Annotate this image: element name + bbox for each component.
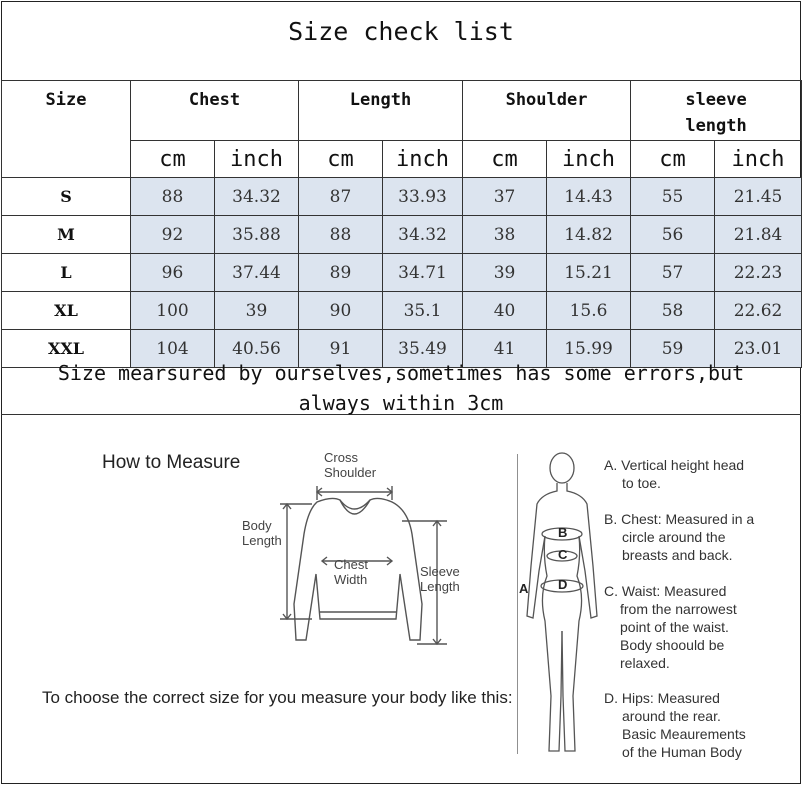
label-line: Chest (334, 557, 368, 572)
label-line: Length (242, 533, 282, 548)
value-cell: 91 (299, 330, 383, 368)
human-body-figure (517, 446, 607, 786)
table-row (2, 216, 802, 254)
step-c (604, 582, 737, 672)
value-cell: 33.93 (383, 178, 463, 216)
size-label-cell: XL (2, 292, 131, 330)
step-d (604, 689, 746, 761)
how-to-measure-guide (2, 416, 800, 784)
step-line: C. Waist: Measured (604, 583, 727, 599)
value-cell: 21.84 (715, 216, 802, 254)
step-line: relaxed. (620, 655, 670, 671)
value-cell: 88 (131, 178, 215, 216)
value-cell: 22.23 (715, 254, 802, 292)
step-line: breasts and back. (622, 547, 733, 563)
value-cell: 35.1 (383, 292, 463, 330)
value-cell: 35.88 (215, 216, 299, 254)
value-cell: 15.21 (547, 254, 631, 292)
value-cell: 40 (463, 292, 547, 330)
value-cell: 21.45 (715, 178, 802, 216)
step-line: from the narrowest (620, 601, 737, 617)
value-cell: 39 (215, 292, 299, 330)
step-line: D. Hips: Measured (604, 690, 720, 706)
value-cell: 37.44 (215, 254, 299, 292)
unit-cell: inch (715, 141, 802, 178)
value-cell: 87 (299, 178, 383, 216)
sleeve-length-label (420, 564, 460, 594)
value-cell: 90 (299, 292, 383, 330)
step-line: circle around the (622, 529, 726, 545)
table-row (2, 292, 802, 330)
header-shoulder: Shoulder (463, 81, 631, 141)
value-cell: 38 (463, 216, 547, 254)
step-line: Basic Meaurements (622, 726, 746, 742)
unit-cell: cm (131, 141, 215, 178)
step-a (604, 456, 744, 492)
value-cell: 37 (463, 178, 547, 216)
cross-shoulder-label (324, 450, 376, 480)
value-cell: 14.43 (547, 178, 631, 216)
header-size: Size (2, 81, 131, 178)
body-length-label (242, 518, 282, 548)
measurement-note (1, 358, 801, 415)
step-line: Body shoould be (620, 637, 725, 653)
step-b (604, 510, 754, 564)
marker-d: D (558, 577, 568, 592)
value-cell: 55 (631, 178, 715, 216)
size-label-cell: XXL (2, 330, 131, 368)
value-cell: 15.6 (547, 292, 631, 330)
size-label-cell: L (2, 254, 131, 292)
step-line: point of the waist. (620, 619, 729, 635)
value-cell: 34.32 (383, 216, 463, 254)
header-sleeve-line1: sleeve (685, 90, 747, 110)
header-sleeve-length (631, 81, 802, 141)
value-cell: 23.01 (715, 330, 802, 368)
unit-cell: inch (215, 141, 299, 178)
chest-width-label (334, 557, 368, 587)
table-row (2, 254, 802, 292)
value-cell: 41 (463, 330, 547, 368)
value-cell: 56 (631, 216, 715, 254)
header-length: Length (299, 81, 463, 141)
value-cell: 35.49 (383, 330, 463, 368)
size-label-cell: S (2, 178, 131, 216)
marker-b: B (558, 525, 568, 540)
unit-cell: inch (547, 141, 631, 178)
unit-cell: cm (463, 141, 547, 178)
value-cell: 57 (631, 254, 715, 292)
label-line: Width (334, 572, 368, 587)
value-cell: 104 (131, 330, 215, 368)
value-cell: 92 (131, 216, 215, 254)
step-line: B. Chest: Measured in a (604, 511, 755, 527)
label-line: Body (242, 518, 272, 533)
value-cell: 39 (463, 254, 547, 292)
header-chest: Chest (131, 81, 299, 141)
step-line: to toe. (622, 475, 661, 491)
value-cell: 96 (131, 254, 215, 292)
step-line: A. Vertical height head (604, 457, 745, 473)
table-row (2, 178, 802, 216)
value-cell: 14.82 (547, 216, 631, 254)
value-cell: 100 (131, 292, 215, 330)
header-sleeve-line2: length (685, 116, 747, 136)
step-line: of the Human Body (622, 744, 742, 760)
value-cell: 88 (299, 216, 383, 254)
marker-a: A (519, 581, 529, 596)
value-cell: 89 (299, 254, 383, 292)
unit-cell: cm (631, 141, 715, 178)
label-line: Sleeve (420, 564, 460, 579)
value-cell: 34.71 (383, 254, 463, 292)
value-cell: 22.62 (715, 292, 802, 330)
unit-cell: cm (299, 141, 383, 178)
size-table (1, 80, 802, 368)
guide-heading: How to Measure (102, 452, 241, 473)
value-cell: 34.32 (215, 178, 299, 216)
value-cell: 15.99 (547, 330, 631, 368)
value-cell: 59 (631, 330, 715, 368)
measure-instruction: To choose the correct size for you measure your body like this: (42, 688, 513, 707)
marker-c: C (558, 547, 568, 562)
unit-cell: inch (383, 141, 463, 178)
label-line: Shoulder (324, 465, 377, 480)
label-line: Cross (324, 450, 358, 465)
page-title: Size check list (288, 17, 514, 46)
label-line: Length (420, 579, 460, 594)
value-cell: 58 (631, 292, 715, 330)
note-line-2: always within 3cm (298, 391, 504, 415)
value-cell: 40.56 (215, 330, 299, 368)
note-line-1: Size mearsured by ourselves,sometimes has some errors,but (57, 361, 745, 385)
size-label-cell: M (2, 216, 131, 254)
step-line: around the rear. (622, 708, 721, 724)
